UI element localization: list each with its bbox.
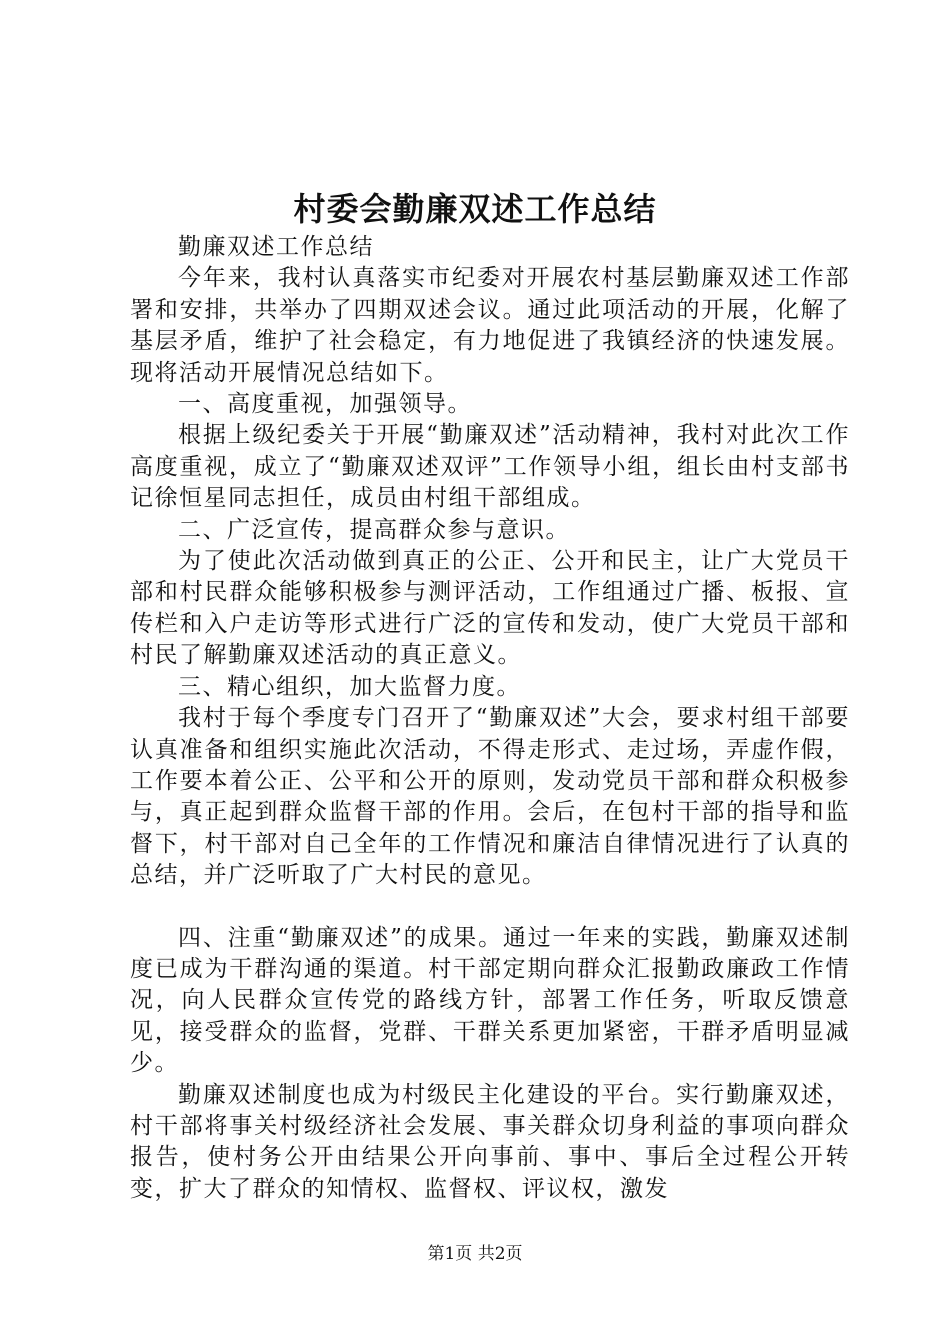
intro-paragraph: 今年来，我村认真落实市纪委对开展农村基层勤廉双述工作部署和安排，共举办了四期双述会议。通过此项活动的开展，化解了基层矛盾，维护了社会稳定，有力地促进了我镇经济的快速发展。现将活动开展情况总结如下。 bbox=[130, 265, 850, 386]
section-paragraph-2: 为了使此次活动做到真正的公正、公开和民主，让广大党员干部和村民群众能够积极参与测评活动，工作组通过广播、板报、宣传栏和入户走访等形式进行广泛的宣传和发动，使广大党员干部和村民了解勤廉双述活动的真正意义。 bbox=[130, 548, 850, 669]
section-heading-2: 二、广泛宣传，提高群众参与意识。 bbox=[178, 516, 570, 543]
section-heading-3: 三、精心组织，加大监督力度。 bbox=[178, 673, 521, 700]
subtitle-paragraph: 勤廉双述工作总结 bbox=[178, 234, 374, 260]
section-paragraph-1: 根据上级纪委关于开展“勤廉双述”活动精神，我村对此次工作高度重视，成立了“勤廉双述双评”工作领导小组，组长由村支部书记徐恒星同志担任，成员由村组干部组成。 bbox=[130, 422, 850, 512]
section-heading-1: 一、高度重视，加强领导。 bbox=[178, 391, 472, 418]
section-paragraph-5: 勤廉双述制度也成为村级民主化建设的平台。实行勤廉双述，村干部将事关村级经济社会发展、事关群众切身利益的事项向群众报告，使村务公开由结果公开向事前、事中、事后全过程公开转变，扩大了群众的知情权、监督权、评议权，激发 bbox=[130, 1081, 850, 1202]
document-title: 村委会勤廉双述工作总结 bbox=[293, 190, 657, 228]
document-body bbox=[130, 232, 850, 1205]
section-paragraph-3: 我村于每个季度专门召开了“勤廉双述”大会，要求村组干部要认真准备和组织实施此次活动，不得走形式、走过场，弄虚作假，工作要本着公正、公平和公开的原则，发动党员干部和群众积极参与，真正起到群众监督干部的作用。会后，在包村干部的指导和监督下，村干部对自己全年的工作情况和廉洁自律情况进行了认真的总结，并广泛听取了广大村民的意见。 bbox=[130, 705, 850, 889]
section-paragraph-4: 四、注重“勤廉双述”的成果。通过一年来的实践，勤廉双述制度已成为干群沟通的渠道。村干部定期向群众汇报勤政廉政工作情况，向人民群众宣传党的路线方针，部署工作任务，听取反馈意见，接受群众的监督，党群、干群关系更加紧密，干群矛盾明显减少。 bbox=[130, 924, 850, 1077]
page-number: 第1页 共2页 bbox=[427, 1244, 523, 1264]
